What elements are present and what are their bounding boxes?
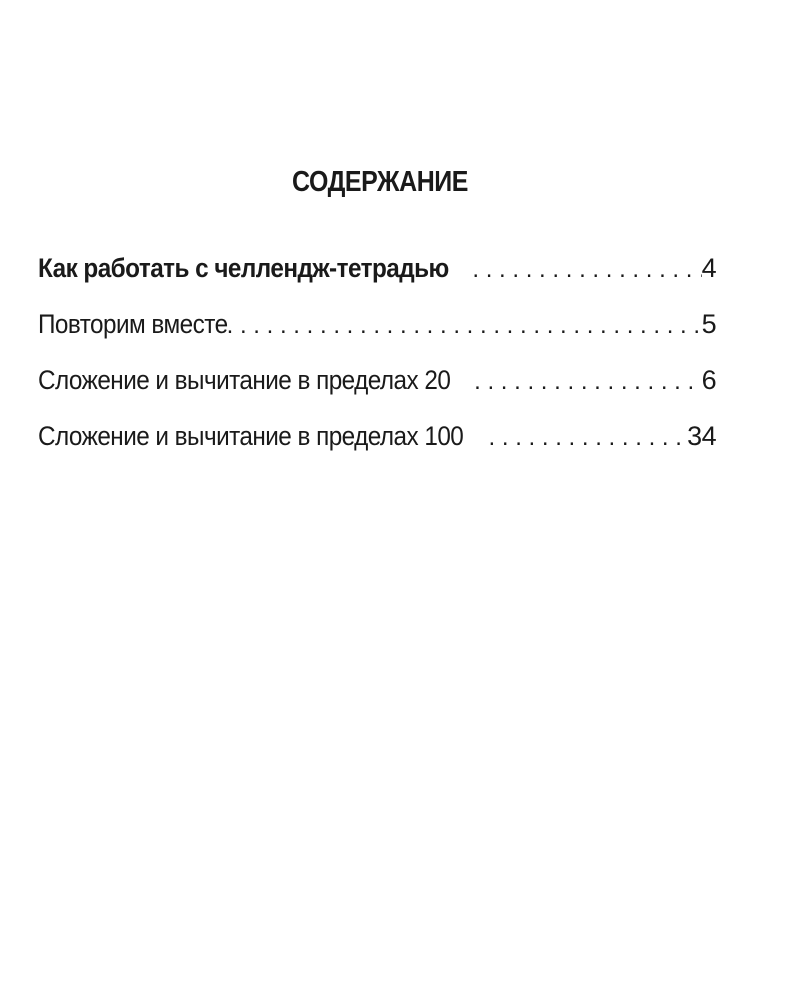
table-of-contents	[38, 250, 716, 474]
toc-entry-title: Как работать с челлендж-тетрадью	[38, 253, 449, 283]
toc-heading: СОДЕРЖАНИЕ	[291, 166, 469, 198]
toc-dot-leader	[468, 364, 701, 400]
toc-entry-title: Сложение и вычитание в пределах 20	[38, 365, 451, 395]
toc-page-number: 34	[687, 421, 716, 451]
toc-page-number: 5	[701, 309, 716, 339]
toc-dot-leader	[466, 252, 701, 288]
toc-page-number: 4	[701, 253, 716, 283]
toc-dot-leader	[221, 308, 702, 344]
toc-entry	[38, 306, 716, 362]
toc-dot-leader	[483, 420, 688, 456]
toc-entry	[38, 418, 716, 474]
toc-entry-title: Повторим вместе	[38, 309, 228, 339]
toc-page-number: 6	[701, 365, 716, 395]
toc-entry-title: Сложение и вычитание в пределах 100	[38, 421, 464, 451]
toc-entry	[38, 362, 716, 418]
toc-entry	[38, 250, 716, 306]
